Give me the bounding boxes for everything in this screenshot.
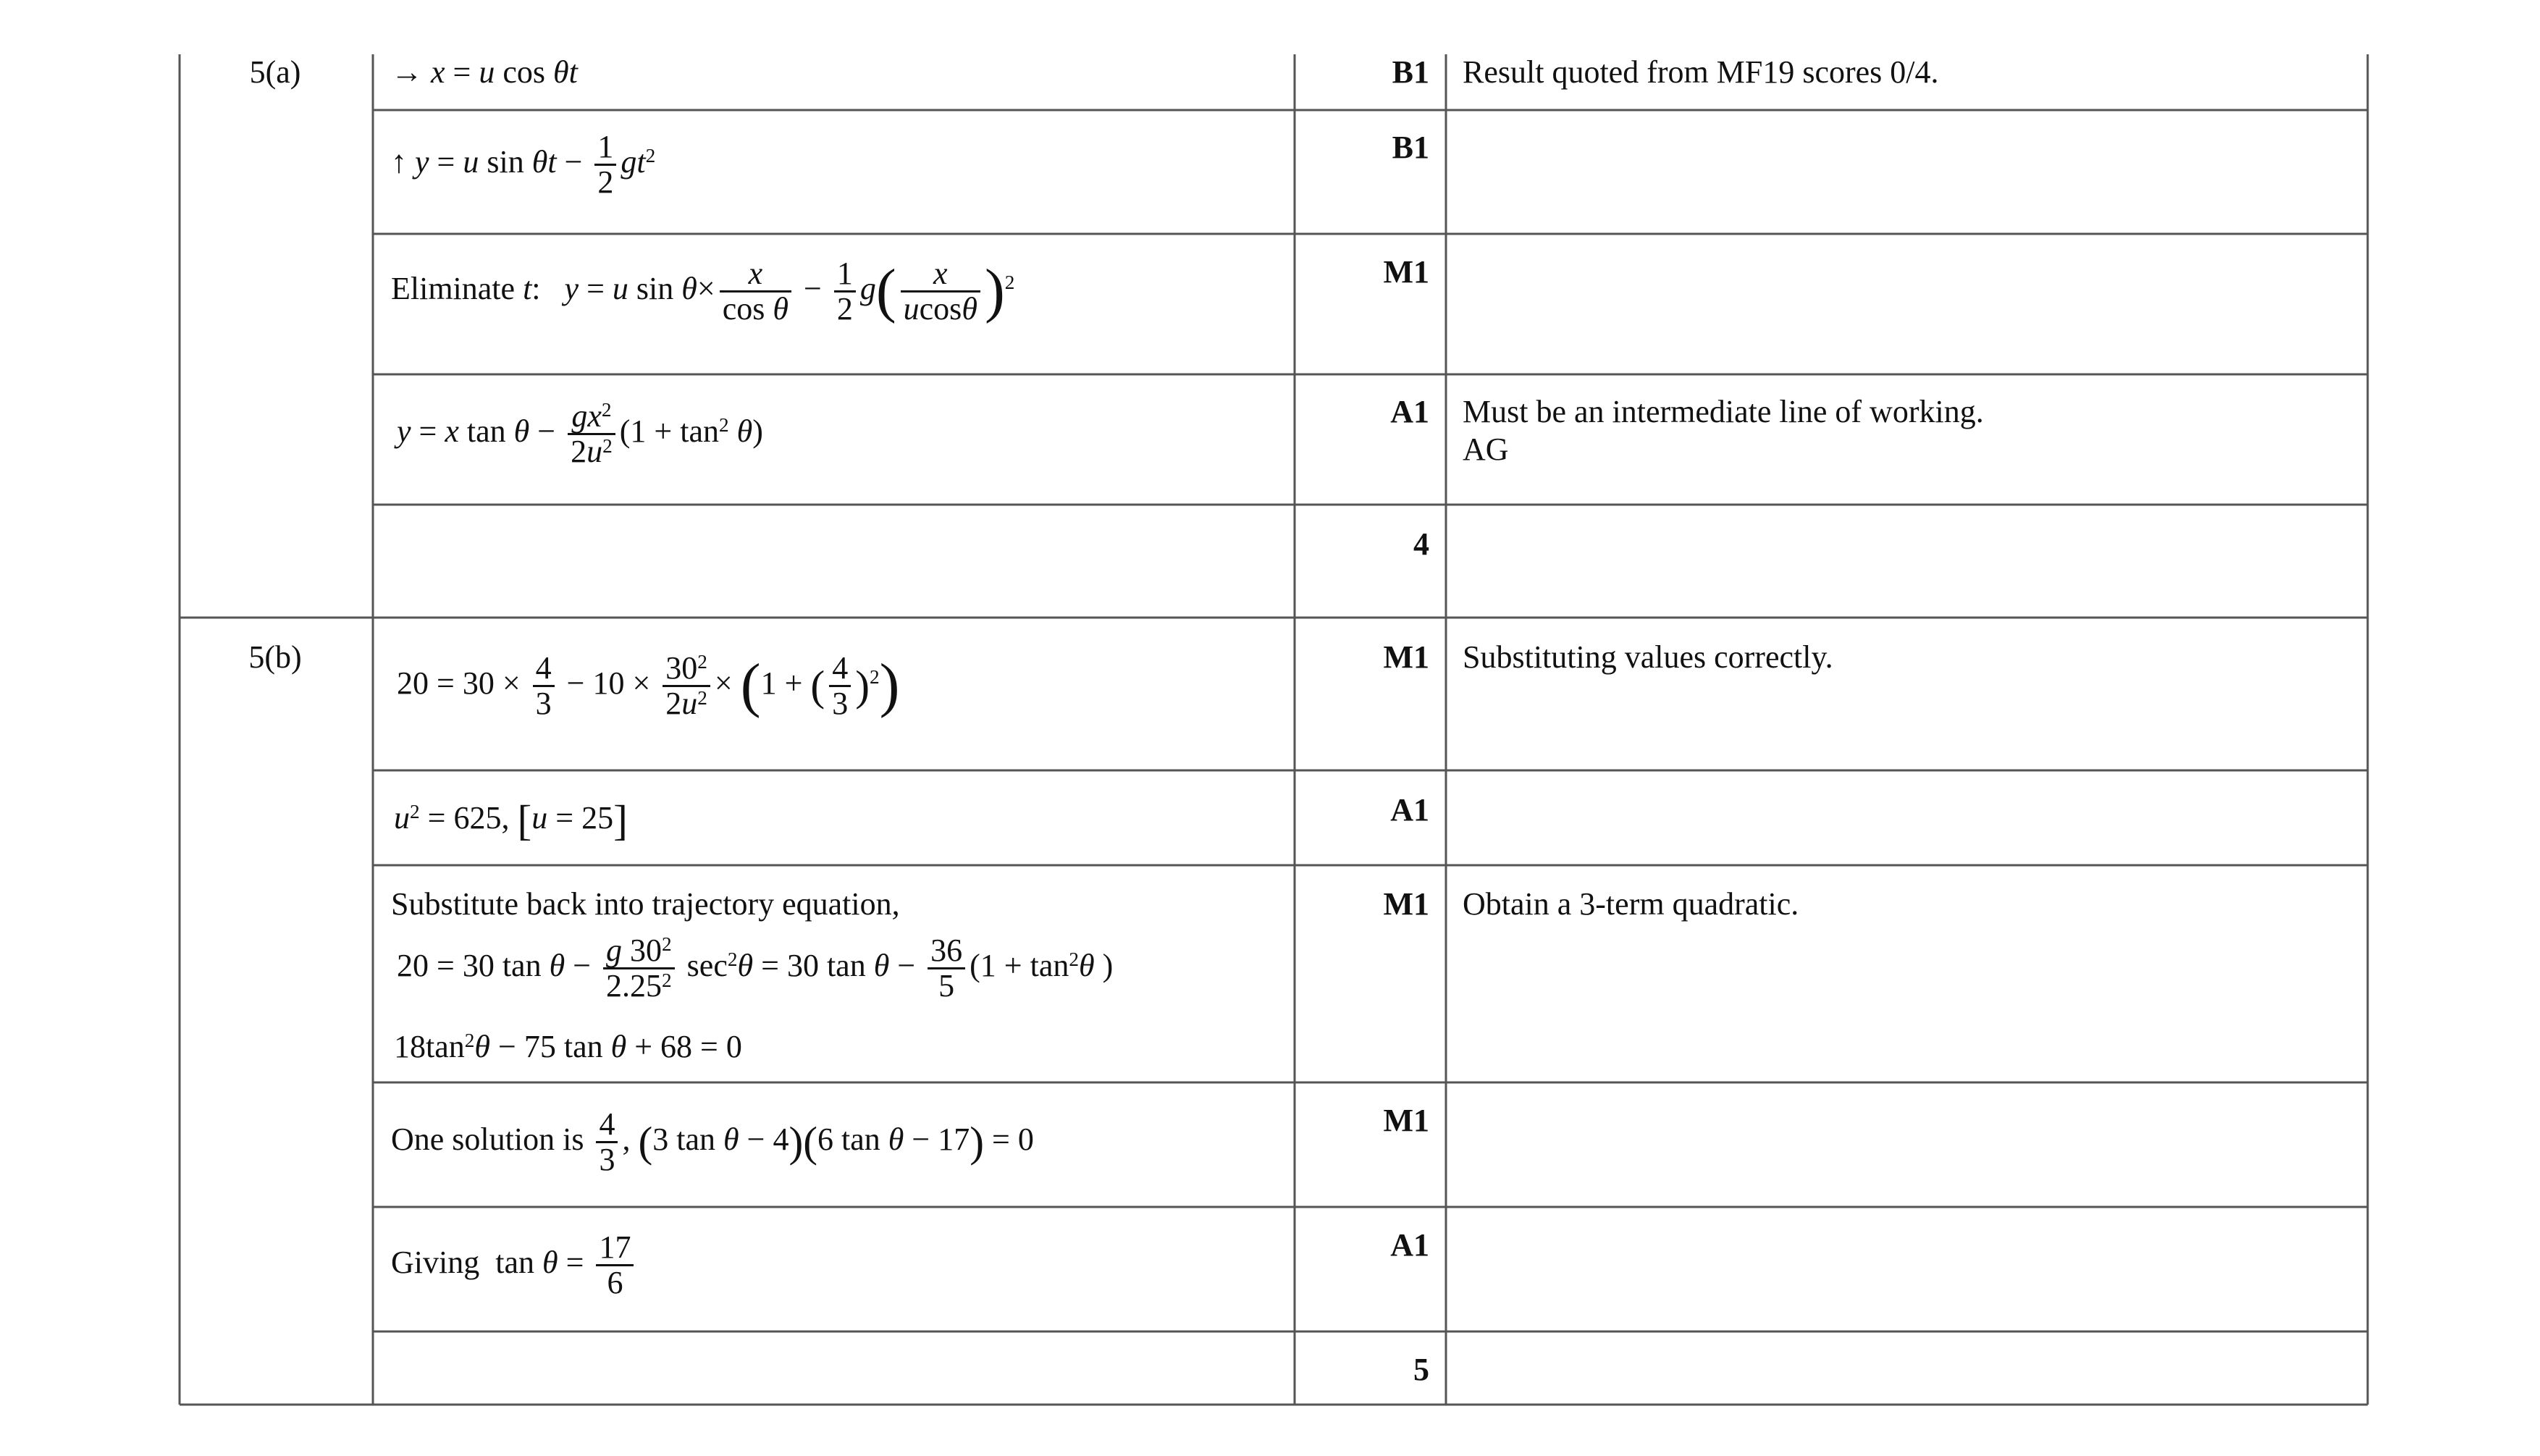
mark-label: A1 [1390, 792, 1429, 828]
answer-cell: One solution is $\frac{4}{3}$ , (3 tan θ − 4)(6 tan θ − 17) = 0 [391, 1106, 1034, 1178]
total-marks: 4 [1413, 526, 1429, 562]
answer-cell: 20 = 30 × $\frac{4}{3}$ − 10 × $\frac{30^2}{2u^2}$ × (1 + ( $\frac{4}{3}$ )$^2$) [397, 650, 900, 722]
answer-cell: → x = u cos θt [391, 54, 578, 90]
total-marks: 5 [1413, 1352, 1429, 1387]
mark-label: B1 [1392, 130, 1429, 165]
arrow-up-icon: ↑ [391, 143, 407, 180]
mark-label: M1 [1383, 1103, 1429, 1138]
question-number: 5(a) [249, 54, 301, 90]
answer-cell: Giving tan θ = $\frac{17}{6}$ [391, 1231, 638, 1300]
mark-label: M1 [1383, 254, 1429, 290]
answer-cell: 20 = 30 tan θ − $\frac{g 30^2}{2.25^2}$ $\sec^2\theta = 30$ tan θ − $\frac{36}{5}$ ($1 + \tan^2\theta$ ) [397, 933, 1114, 1004]
mark-label: M1 [1383, 886, 1429, 922]
mark-label: B1 [1392, 54, 1429, 90]
mark-label: M1 [1383, 639, 1429, 675]
mark-label: A1 [1390, 394, 1429, 429]
answer-cell: y = x tan θ − $\frac{gx^2}{2u^2}$ $(1 + \tan^2 \theta)$ [397, 398, 763, 470]
answer-cell: ↑ y = u sin θt − $\frac{1}{2}$ $gt^2$ [391, 129, 656, 201]
mark-label: A1 [1390, 1227, 1429, 1263]
guidance-text: Result quoted from MF19 scores 0/4. [1463, 54, 1939, 90]
answer-cell: $18\tan^2\theta - 75$ tan θ + 68 = 0 [394, 1029, 742, 1064]
answer-cell: $u^2 = 625$, [u = 25] [394, 796, 628, 845]
guidance-text: Substituting values correctly. [1463, 639, 1833, 675]
arrow-right-icon: → [391, 54, 423, 90]
question-number: 5(b) [248, 639, 302, 675]
answer-text: Substitute back into trajectory equation, [391, 886, 900, 922]
guidance-text: Must be an intermediate line of working. AG [1463, 394, 1984, 467]
guidance-text: Obtain a 3-term quadratic. [1463, 886, 1799, 922]
answer-cell: Eliminate t: y = u sin θ× $\frac{x}{\text{cos θ}}$ − $\frac{1}{2}$ g( $\frac{x}{ucos\theta}$ )$^2$ [391, 256, 1015, 327]
